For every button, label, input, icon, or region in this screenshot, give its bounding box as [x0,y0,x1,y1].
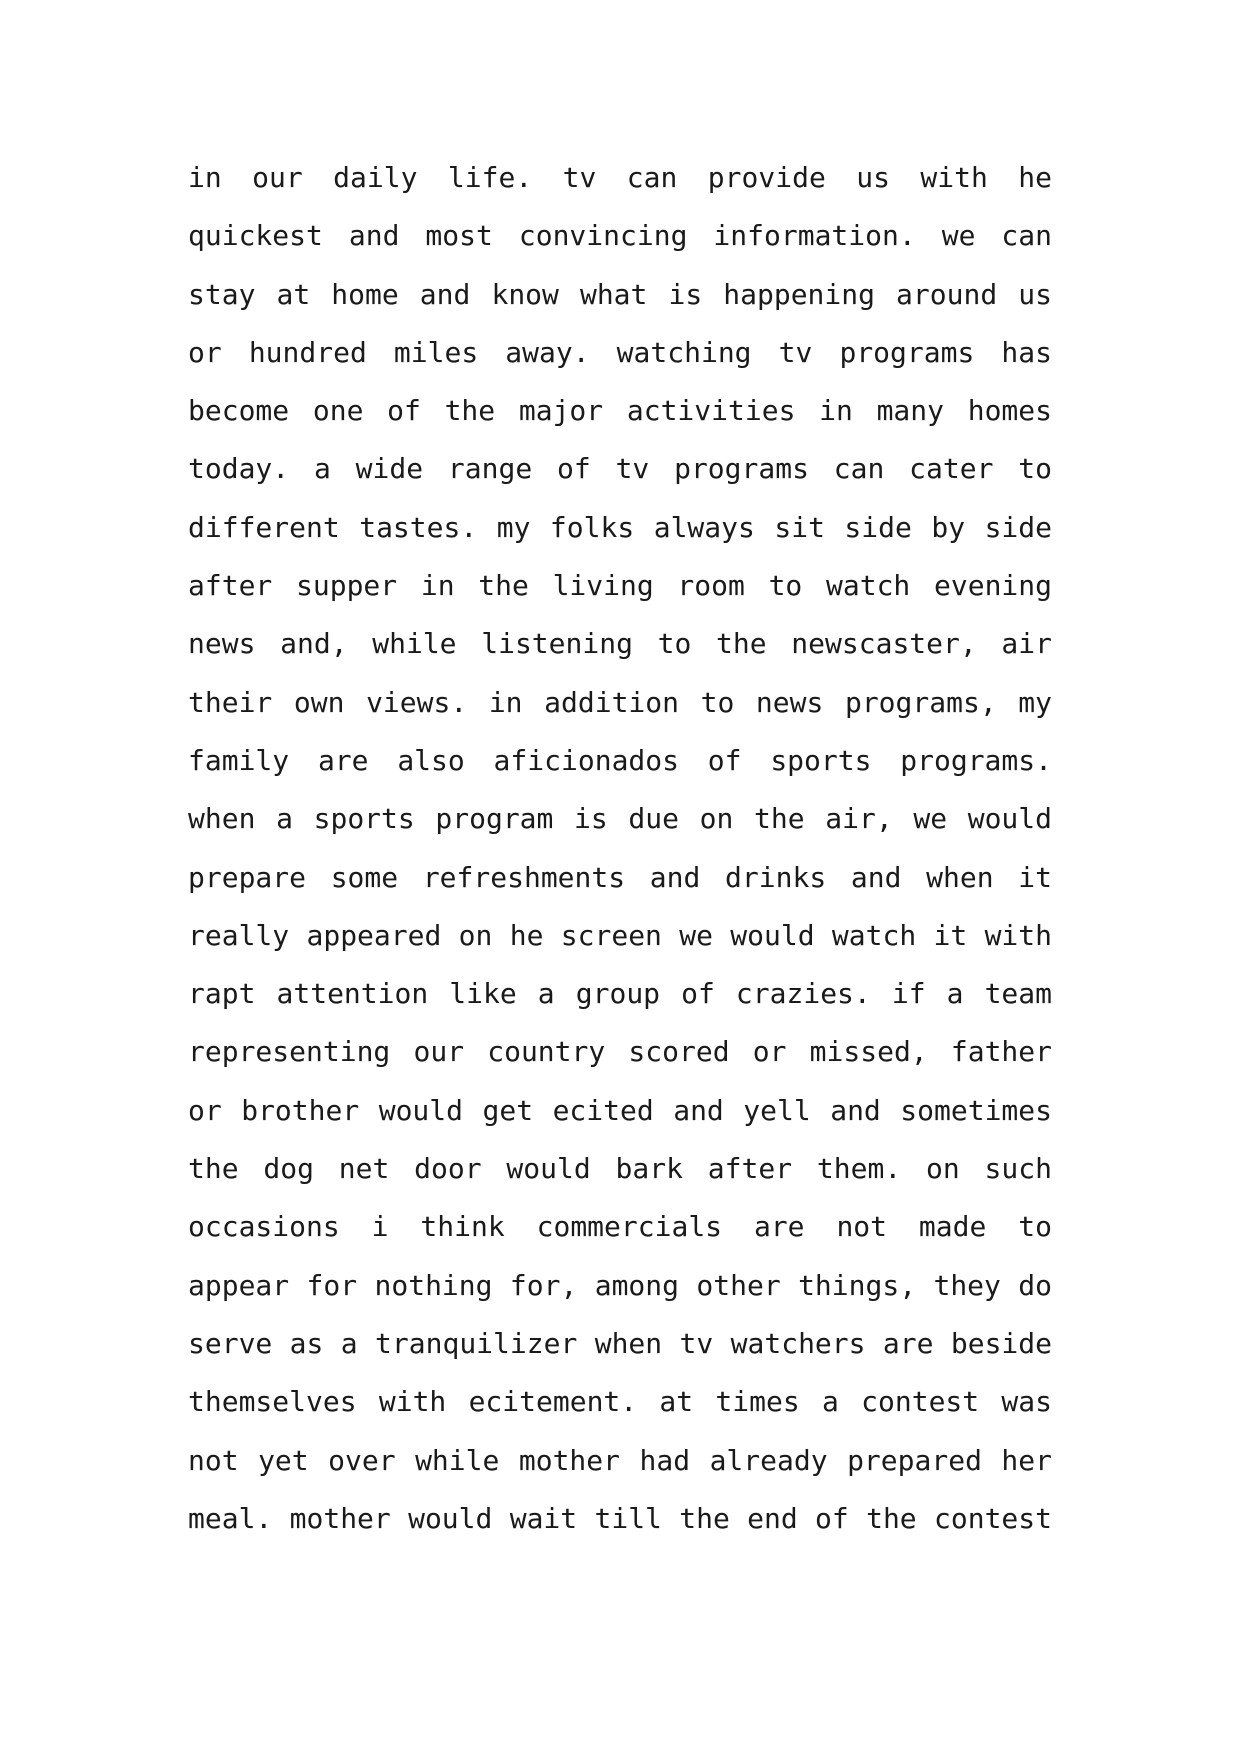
text-line: quickest and most convincing information. we can [188,219,1052,253]
text-line: after supper in the living room to watch evening [188,569,1052,603]
text-line: today. a wide range of tv programs can cater to [188,452,1052,486]
text-line: in our daily life. tv can provide us with he [188,161,1052,194]
text-line: or hundred miles away. watching tv programs has [188,335,1052,369]
text-line: when a sports program is due on the air, we would [188,802,1052,836]
text-line: occasions i think commercials are not made to [188,1210,1052,1244]
text-line: themselves with ecitement. at times a contest was [188,1385,1052,1419]
text-line: become one of the major activities in many homes [188,394,1052,428]
text-line: prepare some refreshments and drinks and when it [188,860,1052,894]
text-line: serve as a tranquilizer when tv watchers are beside [188,1326,1052,1360]
text-line: their own views. in addition to news programs, my [188,685,1052,719]
text-line: really appeared on he screen we would watch it with [188,918,1052,952]
text-line: different tastes. my folks always sit side by side [188,510,1052,544]
body-text [188,158,1052,1557]
text-line: not yet over while mother had already prepared her [188,1443,1052,1477]
text-line: news and, while listening to the newscaster, air [188,627,1052,661]
text-line: rapt attention like a group of crazies. if a team [188,977,1052,1011]
text-line: meal. mother would wait till the end of the contest [188,1501,1052,1535]
text-line: the dog net door would bark after them. on such [188,1152,1052,1186]
text-line: or brother would get ecited and yell and sometimes [188,1093,1052,1127]
text-line: stay at home and know what is happening around us [188,277,1052,311]
text-line: family are also aficionados of sports programs. [188,743,1052,777]
text-line: appear for nothing for, among other things, they do [188,1268,1052,1302]
text-line: representing our country scored or missed, father [188,1035,1052,1069]
